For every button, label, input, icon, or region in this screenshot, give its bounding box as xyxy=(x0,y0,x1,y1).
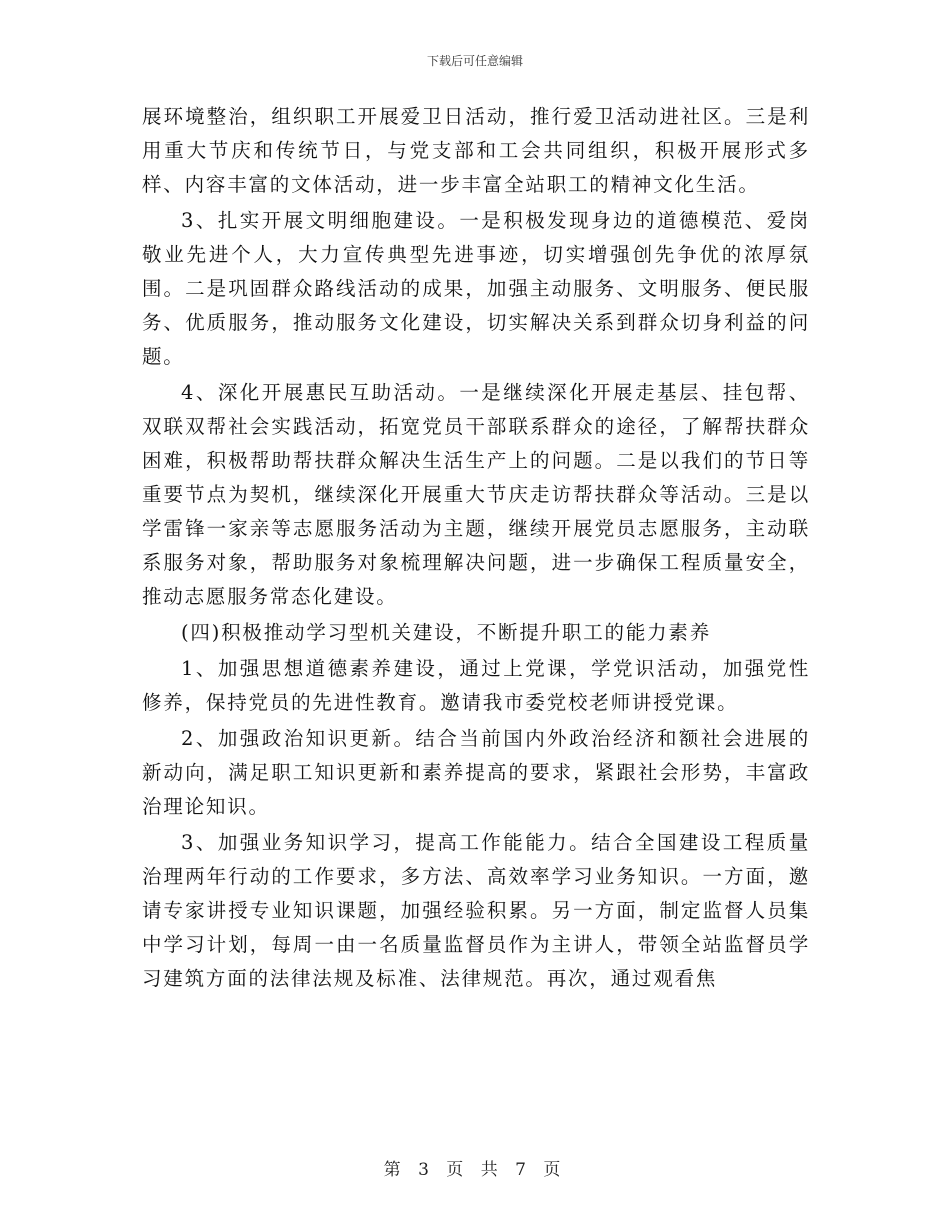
paragraph-5: 2、加强政治知识更新。结合当前国内外政治经济和额社会进展的新动向，满足职工知识更新和素养提高的要求，紧跟社会形势，丰富政治理论知识。 xyxy=(142,727,810,818)
paragraph-3: 4、深化开展惠民互助活动。一是继续深化开展走基层、挂包帮、双联双帮社会实践活动，拓宽党员干部联系群众的途径，了解帮扶群众困难，积极帮助帮扶群众解决生活生产上的问题。二是以我们的节日等重要节点为契机，继续深化开展重大节庆走访帮扶群众等活动。三是以学雷锋一家亲等志愿服务活动为主题，继续开展党员志愿服务，主动联系服务对象，帮助服务对象梳理解决问题，进一步确保工程质量安全，推动志愿服务常态化建设。 xyxy=(142,381,810,608)
page-header: 下载后可任意编辑 xyxy=(426,54,523,68)
paragraph-2: 3、扎实开展文明细胞建设。一是积极发现身边的道德模范、爱岗敬业先进个人，大力宣传典型先进事迹，切实增强创先争优的浓厚氛围。二是巩固群众路线活动的成果，加强主动服务、文明服务、便民服务、优质服务，推动服务文化建设，切实解决关系到群众切身利益的问题。 xyxy=(142,209,810,368)
document-body xyxy=(142,100,810,998)
section-heading: (四)积极推动学习型机关建设，不断提升职工的能力素养 xyxy=(181,621,712,644)
paragraph-4: 1、加强思想道德素养建设，通过上党课，学党识活动，加强党性修养，保持党员的先进性教育。邀请我市委党校老师讲授党课。 xyxy=(142,657,810,714)
paragraph-6: 3、加强业务知识学习，提高工作能能力。结合全国建设工程质量治理两年行动的工作要求，多方法、高效率学习业务知识。一方面，邀请专家讲授专业知识课题，加强经验积累。另一方面，制定监督人员集中学习计划，每周一由一名质量监督员作为主讲人，带领全站监督员学习建筑方面的法律法规及标准、法律规范。再次，通过观看焦 xyxy=(142,831,810,990)
paragraph-1: 展环境整治，组织职工开展爱卫日活动，推行爱卫活动进社区。三是利用重大节庆和传统节日，与党支部和工会共同组织，积极开展形式多样、内容丰富的文体活动，进一步丰富全站职工的精神文化生活。 xyxy=(142,105,810,196)
page-number-footer: 第 3 页 共 7 页 xyxy=(383,1160,567,1180)
